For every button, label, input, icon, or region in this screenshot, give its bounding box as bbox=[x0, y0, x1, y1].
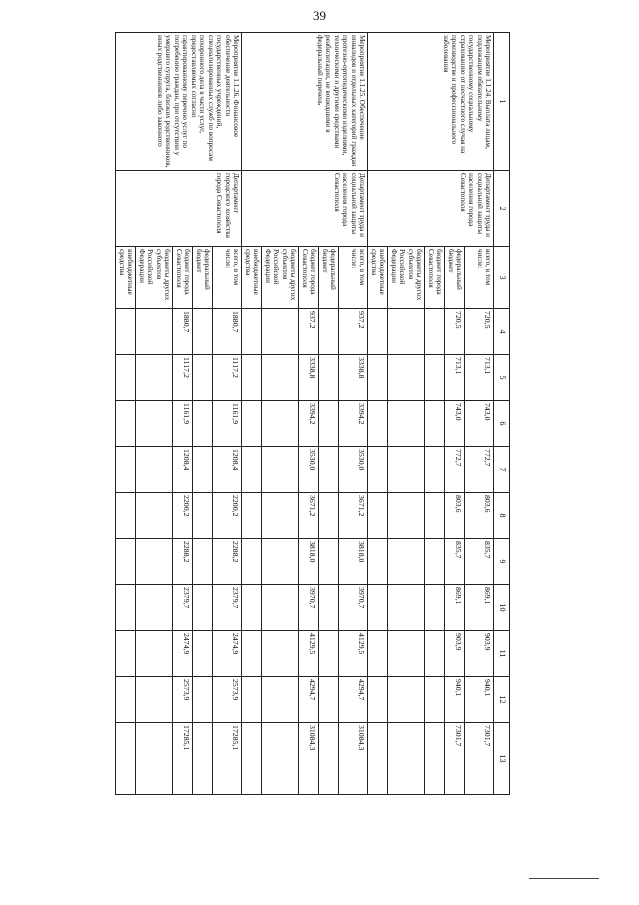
value-cell: 3970,7 bbox=[339, 585, 368, 631]
value-cell: 1161,9 bbox=[213, 401, 242, 447]
header-cell: 4 bbox=[494, 309, 510, 355]
value-cell: 743,0 bbox=[445, 401, 465, 447]
value-cell bbox=[116, 309, 136, 355]
value-cell: 4294,7 bbox=[339, 677, 368, 723]
value-cell bbox=[116, 493, 136, 539]
value-cell bbox=[368, 447, 388, 493]
page-number: 39 bbox=[313, 8, 326, 23]
value-cell: 940,1 bbox=[465, 677, 494, 723]
value-cell: 1208,4 bbox=[213, 447, 242, 493]
value-cell bbox=[136, 585, 173, 631]
value-cell bbox=[242, 493, 262, 539]
header-cell: 7 bbox=[494, 447, 510, 493]
funding-source-cell: всего, в том числе: bbox=[213, 247, 242, 309]
value-cell: 17285,1 bbox=[173, 723, 193, 795]
value-cell: 7301,7 bbox=[445, 723, 465, 795]
value-cell bbox=[136, 309, 173, 355]
header-cell: 8 bbox=[494, 493, 510, 539]
table-row bbox=[213, 33, 242, 795]
value-cell: 31084,3 bbox=[299, 723, 319, 795]
value-cell bbox=[388, 585, 425, 631]
value-cell: 2573,9 bbox=[213, 677, 242, 723]
value-cell bbox=[368, 539, 388, 585]
value-cell: 1880,7 bbox=[173, 309, 193, 355]
value-cell bbox=[136, 631, 173, 677]
value-cell bbox=[262, 493, 299, 539]
value-cell bbox=[136, 539, 173, 585]
value-cell bbox=[116, 539, 136, 585]
value-cell bbox=[242, 309, 262, 355]
funding-source-cell: бюджеты других субъектов Российской Федерации bbox=[388, 247, 425, 309]
value-cell: 720,5 bbox=[465, 309, 494, 355]
funding-source-cell: внебюджетные средства bbox=[368, 247, 388, 309]
value-cell: 869,1 bbox=[445, 585, 465, 631]
value-cell bbox=[368, 677, 388, 723]
value-cell: 1117,2 bbox=[173, 355, 193, 401]
value-cell: 3394,2 bbox=[339, 401, 368, 447]
funding-source-cell: всего, в том числе: bbox=[465, 247, 494, 309]
value-cell bbox=[262, 355, 299, 401]
value-cell bbox=[388, 447, 425, 493]
funding-source-cell: бюджет города Севастополя bbox=[425, 247, 445, 309]
value-cell bbox=[388, 723, 425, 795]
value-cell bbox=[116, 631, 136, 677]
header-row bbox=[494, 33, 510, 795]
table-body bbox=[116, 33, 494, 795]
value-cell bbox=[368, 401, 388, 447]
value-cell: 3818,0 bbox=[299, 539, 319, 585]
value-cell bbox=[193, 447, 213, 493]
value-cell: 2474,9 bbox=[213, 631, 242, 677]
executor-cell: Департамент труда и социальной защиты населения города Севастополя bbox=[368, 171, 494, 247]
value-cell: 1208,4 bbox=[173, 447, 193, 493]
value-cell bbox=[262, 309, 299, 355]
value-cell: 2288,2 bbox=[173, 539, 193, 585]
table-row bbox=[465, 33, 494, 795]
value-cell: 940,1 bbox=[445, 677, 465, 723]
value-cell: 7301,7 bbox=[465, 723, 494, 795]
value-cell bbox=[136, 401, 173, 447]
value-cell bbox=[193, 585, 213, 631]
funding-source-cell: бюджеты других субъектов Российской Федерации bbox=[262, 247, 299, 309]
value-cell: 3338,8 bbox=[339, 355, 368, 401]
value-cell bbox=[193, 539, 213, 585]
value-cell bbox=[262, 539, 299, 585]
funding-source-cell: бюджеты других субъектов Российской Федерации bbox=[136, 247, 173, 309]
value-cell bbox=[242, 723, 262, 795]
value-cell: 803,6 bbox=[465, 493, 494, 539]
funding-source-cell: федеральный бюджет bbox=[319, 247, 339, 309]
header-cell: 11 bbox=[494, 631, 510, 677]
value-cell: 4129,5 bbox=[299, 631, 319, 677]
value-cell bbox=[116, 585, 136, 631]
value-cell bbox=[425, 723, 445, 795]
value-cell bbox=[425, 585, 445, 631]
value-cell bbox=[193, 355, 213, 401]
executor-cell: Департамент труда и социальной защиты населения города Севастополя bbox=[242, 171, 368, 247]
header-cell: 1 bbox=[494, 33, 510, 171]
value-cell bbox=[136, 447, 173, 493]
value-cell bbox=[136, 493, 173, 539]
header-cell: 12 bbox=[494, 677, 510, 723]
footer-divider bbox=[529, 878, 599, 879]
value-cell bbox=[388, 401, 425, 447]
value-cell bbox=[425, 309, 445, 355]
value-cell: 3394,2 bbox=[299, 401, 319, 447]
value-cell bbox=[425, 493, 445, 539]
value-cell bbox=[193, 493, 213, 539]
header-cell: 10 bbox=[494, 585, 510, 631]
value-cell bbox=[388, 493, 425, 539]
value-cell: 2379,7 bbox=[213, 585, 242, 631]
funding-source-cell: федеральный бюджет bbox=[445, 247, 465, 309]
value-cell bbox=[388, 355, 425, 401]
value-cell: 3970,7 bbox=[299, 585, 319, 631]
value-cell bbox=[368, 355, 388, 401]
value-cell bbox=[425, 355, 445, 401]
value-cell bbox=[193, 309, 213, 355]
value-cell: 937,2 bbox=[339, 309, 368, 355]
value-cell bbox=[116, 723, 136, 795]
value-cell bbox=[319, 677, 339, 723]
value-cell: 4129,5 bbox=[339, 631, 368, 677]
value-cell: 1161,9 bbox=[173, 401, 193, 447]
value-cell bbox=[425, 677, 445, 723]
value-cell bbox=[262, 723, 299, 795]
header-cell: 6 bbox=[494, 401, 510, 447]
value-cell: 903,9 bbox=[465, 631, 494, 677]
value-cell: 743,0 bbox=[465, 401, 494, 447]
value-cell bbox=[262, 585, 299, 631]
value-cell bbox=[368, 631, 388, 677]
value-cell bbox=[262, 401, 299, 447]
value-cell: 835,7 bbox=[465, 539, 494, 585]
value-cell: 869,1 bbox=[465, 585, 494, 631]
header-cell: 3 bbox=[494, 247, 510, 309]
value-cell bbox=[136, 355, 173, 401]
value-cell bbox=[242, 631, 262, 677]
header-cell: 13 bbox=[494, 723, 510, 795]
value-cell bbox=[242, 585, 262, 631]
funding-source-cell: всего, в том числе: bbox=[339, 247, 368, 309]
value-cell bbox=[193, 631, 213, 677]
value-cell bbox=[319, 585, 339, 631]
value-cell bbox=[425, 539, 445, 585]
value-cell bbox=[242, 401, 262, 447]
value-cell: 937,2 bbox=[299, 309, 319, 355]
value-cell bbox=[193, 723, 213, 795]
funding-source-cell: федеральный бюджет bbox=[193, 247, 213, 309]
value-cell: 3671,2 bbox=[339, 493, 368, 539]
value-cell bbox=[319, 401, 339, 447]
value-cell: 835,7 bbox=[445, 539, 465, 585]
header-cell: 5 bbox=[494, 355, 510, 401]
value-cell bbox=[368, 309, 388, 355]
value-cell: 713,1 bbox=[465, 355, 494, 401]
value-cell bbox=[116, 447, 136, 493]
value-cell bbox=[319, 723, 339, 795]
value-cell bbox=[368, 585, 388, 631]
value-cell bbox=[262, 447, 299, 493]
funding-source-cell: внебюджетные средства bbox=[116, 247, 136, 309]
value-cell bbox=[388, 677, 425, 723]
event-name-cell: Мероприятие 1.1.24. Выплата лицам, подлежащим обязательному государственному социальному страхованию от несчастного случая на производстве и профессионального заболевания bbox=[368, 33, 494, 171]
value-cell bbox=[116, 401, 136, 447]
value-cell bbox=[136, 723, 173, 795]
value-cell: 2200,2 bbox=[213, 493, 242, 539]
value-cell: 2288,2 bbox=[213, 539, 242, 585]
value-cell: 3530,0 bbox=[339, 447, 368, 493]
value-cell: 1117,2 bbox=[213, 355, 242, 401]
value-cell: 772,7 bbox=[465, 447, 494, 493]
value-cell: 31084,3 bbox=[339, 723, 368, 795]
value-cell bbox=[193, 401, 213, 447]
value-cell bbox=[319, 309, 339, 355]
value-cell bbox=[368, 493, 388, 539]
value-cell bbox=[116, 677, 136, 723]
value-cell bbox=[136, 677, 173, 723]
value-cell: 3530,0 bbox=[299, 447, 319, 493]
rotated-table-container bbox=[100, 32, 510, 794]
funding-source-cell: бюджет города Севастополя bbox=[299, 247, 319, 309]
value-cell: 713,1 bbox=[445, 355, 465, 401]
value-cell: 3338,8 bbox=[299, 355, 319, 401]
value-cell: 2379,7 bbox=[173, 585, 193, 631]
value-cell bbox=[319, 355, 339, 401]
value-cell: 903,9 bbox=[445, 631, 465, 677]
budget-table bbox=[115, 32, 510, 795]
funding-source-cell: внебюджетные средства bbox=[242, 247, 262, 309]
value-cell bbox=[242, 539, 262, 585]
value-cell bbox=[388, 309, 425, 355]
value-cell bbox=[425, 447, 445, 493]
header-cell: 9 bbox=[494, 539, 510, 585]
value-cell bbox=[319, 631, 339, 677]
value-cell bbox=[262, 677, 299, 723]
value-cell bbox=[425, 401, 445, 447]
value-cell bbox=[242, 447, 262, 493]
value-cell: 4294,7 bbox=[299, 677, 319, 723]
value-cell bbox=[262, 631, 299, 677]
event-name-cell: Мероприятие 1.1.26. Финансовое обеспечение деятельности государственных учреждений, специализированных служб по вопросам похоронного дела в части услуг, предоставляемых согласно гарантированному перечню услуг по погребению граждан, при отсутствии у умершего супруга, близких родственников, иных родственников либо законного bbox=[116, 33, 242, 171]
value-cell: 2474,9 bbox=[173, 631, 193, 677]
value-cell: 3671,2 bbox=[299, 493, 319, 539]
value-cell: 2200,2 bbox=[173, 493, 193, 539]
header-cell: 2 bbox=[494, 171, 510, 247]
value-cell bbox=[319, 539, 339, 585]
value-cell bbox=[319, 447, 339, 493]
value-cell bbox=[425, 631, 445, 677]
value-cell: 17285,1 bbox=[213, 723, 242, 795]
value-cell: 720,5 bbox=[445, 309, 465, 355]
value-cell: 803,6 bbox=[445, 493, 465, 539]
value-cell bbox=[116, 355, 136, 401]
value-cell bbox=[193, 677, 213, 723]
executor-cell: Департамент городского хозяйства города Севастополя bbox=[116, 171, 242, 247]
value-cell bbox=[388, 539, 425, 585]
value-cell: 1880,7 bbox=[213, 309, 242, 355]
value-cell: 772,7 bbox=[445, 447, 465, 493]
value-cell: 2573,9 bbox=[173, 677, 193, 723]
table-row bbox=[339, 33, 368, 795]
value-cell: 3818,0 bbox=[339, 539, 368, 585]
value-cell bbox=[319, 493, 339, 539]
event-name-cell: Мероприятие 1.1.25. Обеспечение инвалидов и отдельных категорий граждан протезно-ортопедическими изделиями, техническими и другими средствами реабилитации, не вошедшими в федеральный перечень bbox=[242, 33, 368, 171]
value-cell bbox=[388, 631, 425, 677]
value-cell bbox=[242, 677, 262, 723]
funding-source-cell: бюджет города Севастополя bbox=[173, 247, 193, 309]
value-cell bbox=[242, 355, 262, 401]
value-cell bbox=[368, 723, 388, 795]
